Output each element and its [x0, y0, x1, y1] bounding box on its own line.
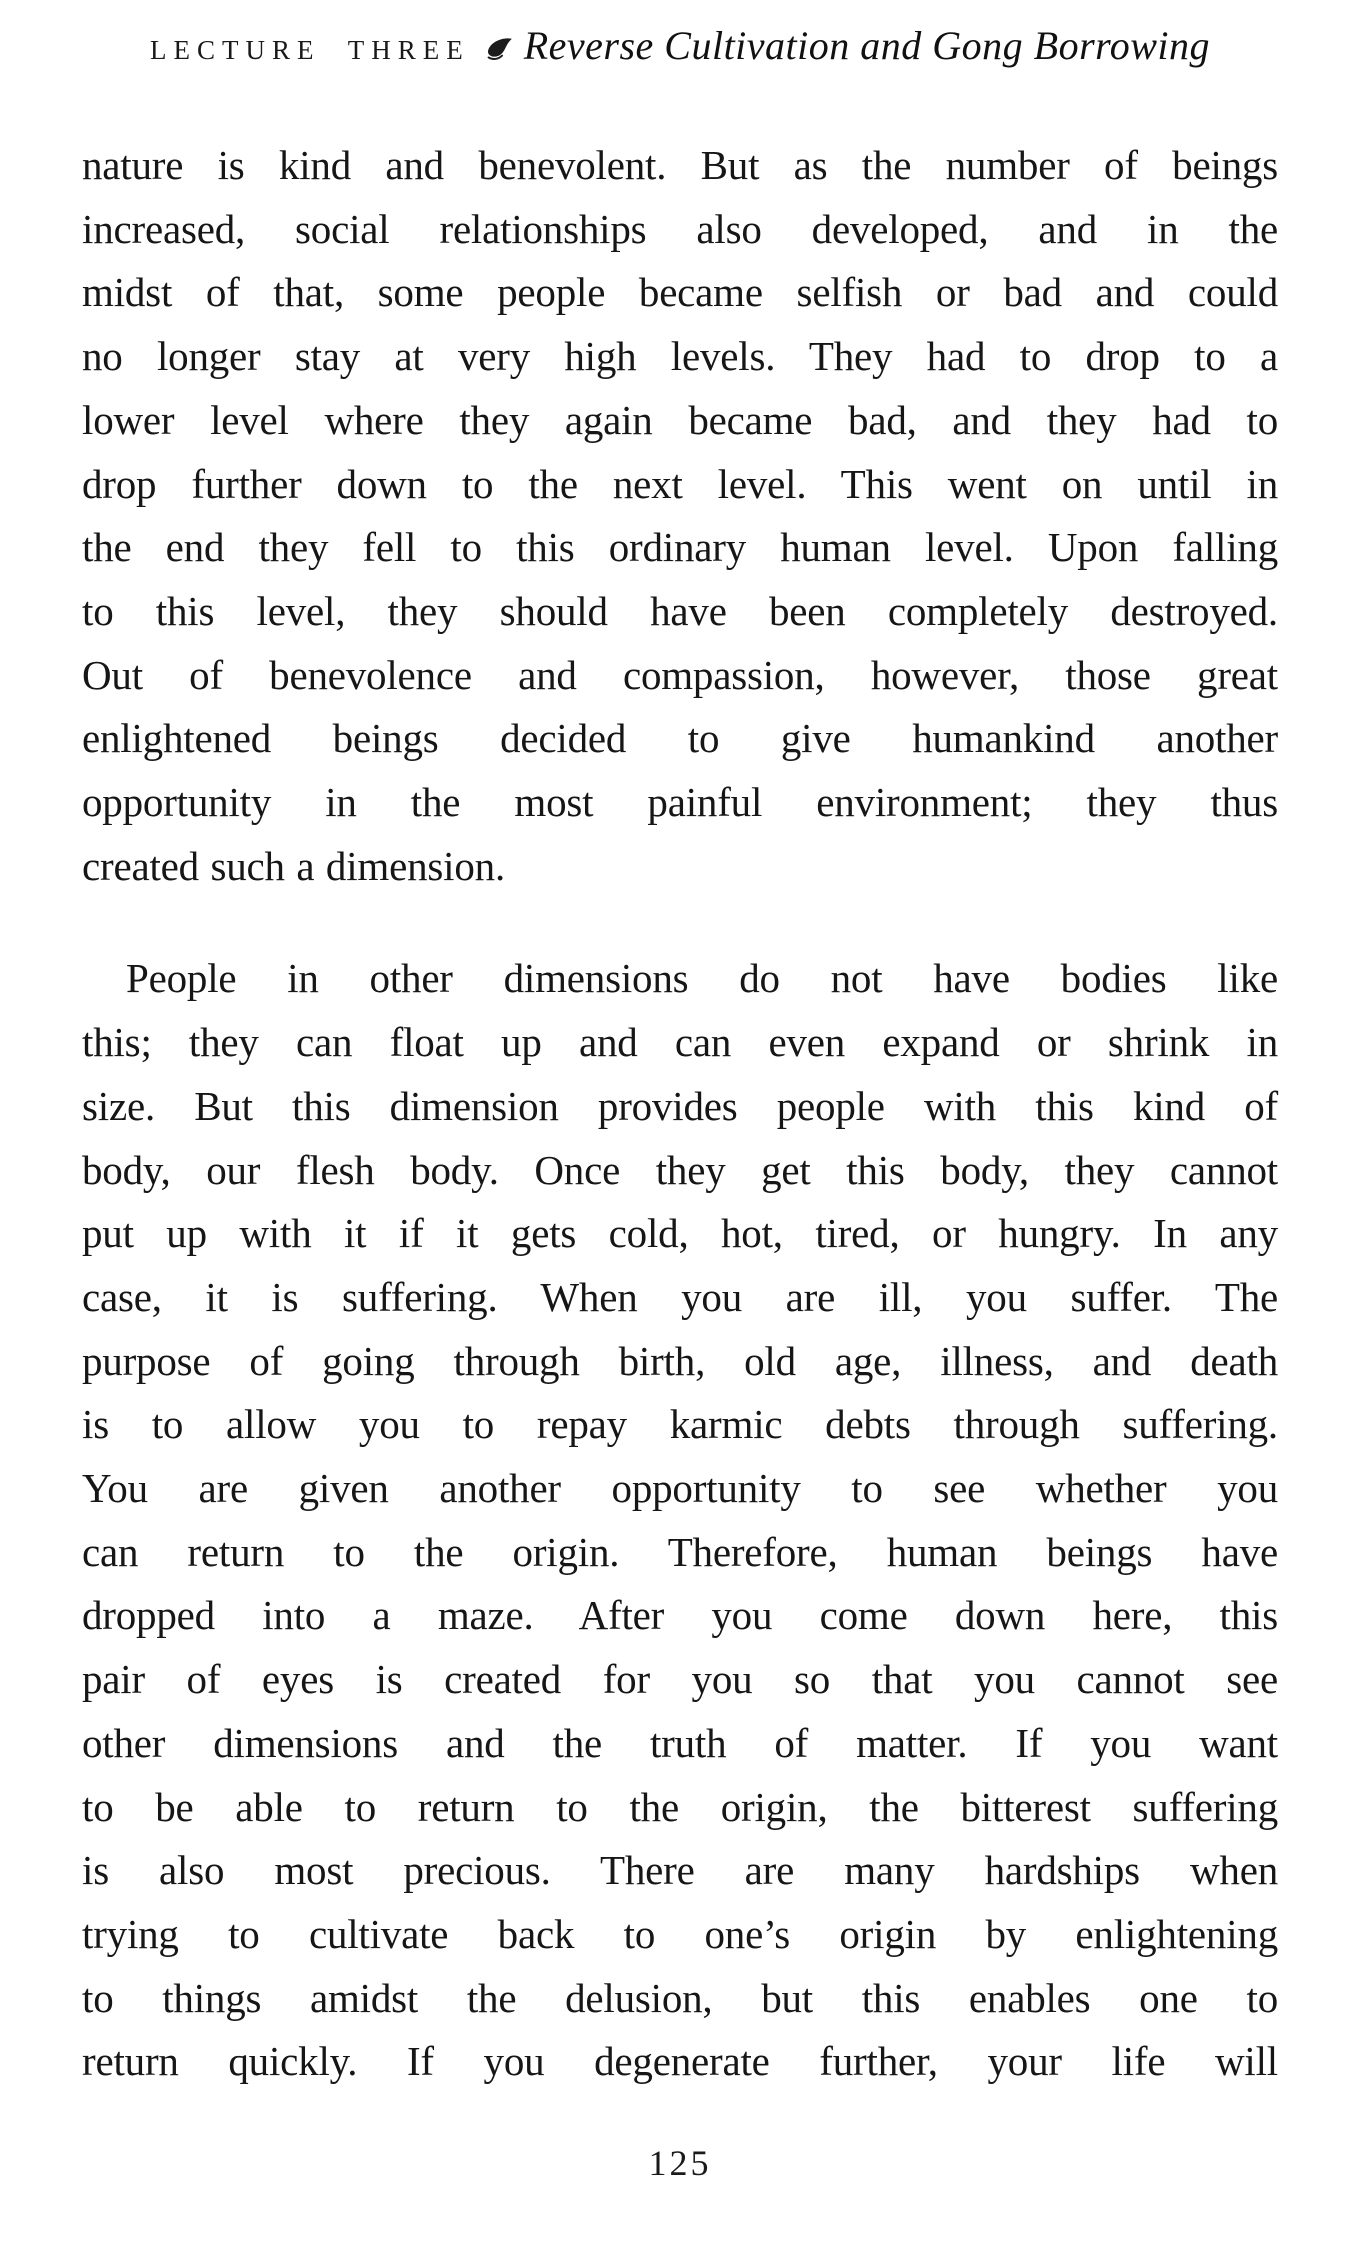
text-line: case, it is suffering. When you are ill, you suffer. The	[82, 1273, 1278, 1320]
page-number: 125	[648, 2143, 712, 2183]
lecture-label: LECTURE THREE	[149, 35, 470, 65]
text-line: return quickly. If you degenerate further, your life will	[82, 2038, 1278, 2085]
text-line: increased, social relationships also developed, and in the	[82, 205, 1278, 252]
text-line: created such a dimension.	[82, 842, 506, 889]
text-line: other dimensions and the truth of matter. If you want	[82, 1719, 1278, 1766]
paragraph	[82, 134, 1278, 898]
text-line: to this level, they should have been completely destroyed.	[82, 587, 1278, 634]
text-line: trying to cultivate back to one’s origin by enlightening	[82, 1910, 1278, 1957]
paragraph	[82, 947, 1278, 2094]
text-line: You are given another opportunity to see whether you	[82, 1465, 1278, 1512]
text-line: size. But this dimension provides people with this kind of	[82, 1082, 1278, 1129]
text-line: to things amidst the delusion, but this enables one to	[82, 1974, 1278, 2021]
text-line: is also most precious. There are many hardships when	[82, 1847, 1278, 1894]
text-line: can return to the origin. Therefore, human beings have	[82, 1528, 1278, 1575]
text-line: drop further down to the next level. This went on until in	[82, 460, 1278, 507]
text-line: dropped into a maze. After you come down here, this	[82, 1592, 1278, 1639]
text-line: opportunity in the most painful environment; they thus	[82, 779, 1278, 826]
text-line: is to allow you to repay karmic debts through suffering.	[82, 1401, 1278, 1448]
text-line: to be able to return to the origin, the bitterest suffering	[82, 1783, 1278, 1830]
text-line: no longer stay at very high levels. They had to drop to a	[82, 333, 1278, 380]
text-line: put up with it if it gets cold, hot, tired, or hungry. In any	[82, 1210, 1278, 1257]
running-head	[0, 22, 1360, 69]
text-line: body, our flesh body. Once they get this body, they cannot	[82, 1146, 1278, 1193]
text-line: People in other dimensions do not have bodies like	[126, 955, 1278, 1002]
body-text	[82, 134, 1278, 2094]
text-line: nature is kind and benevolent. But as the number of beings	[82, 142, 1278, 188]
text-line: purpose of going through birth, old age, illness, and death	[82, 1337, 1278, 1384]
text-line: Out of benevolence and compassion, however, those great	[82, 651, 1278, 698]
text-line: this; they can float up and can even expand or shrink in	[82, 1019, 1278, 1066]
text-line: midst of that, some people became selfish or bad and could	[82, 269, 1278, 316]
fleuron-leaf-icon	[484, 36, 514, 63]
chapter-title: Reverse Cultivation and Gong Borrowing	[523, 23, 1211, 68]
text-line: lower level where they again became bad, and they had to	[82, 396, 1278, 443]
text-line: enlightened beings decided to give humankind another	[82, 715, 1278, 762]
text-line: the end they fell to this ordinary human level. Upon falling	[82, 524, 1278, 571]
text-line: pair of eyes is created for you so that you cannot see	[82, 1656, 1278, 1703]
